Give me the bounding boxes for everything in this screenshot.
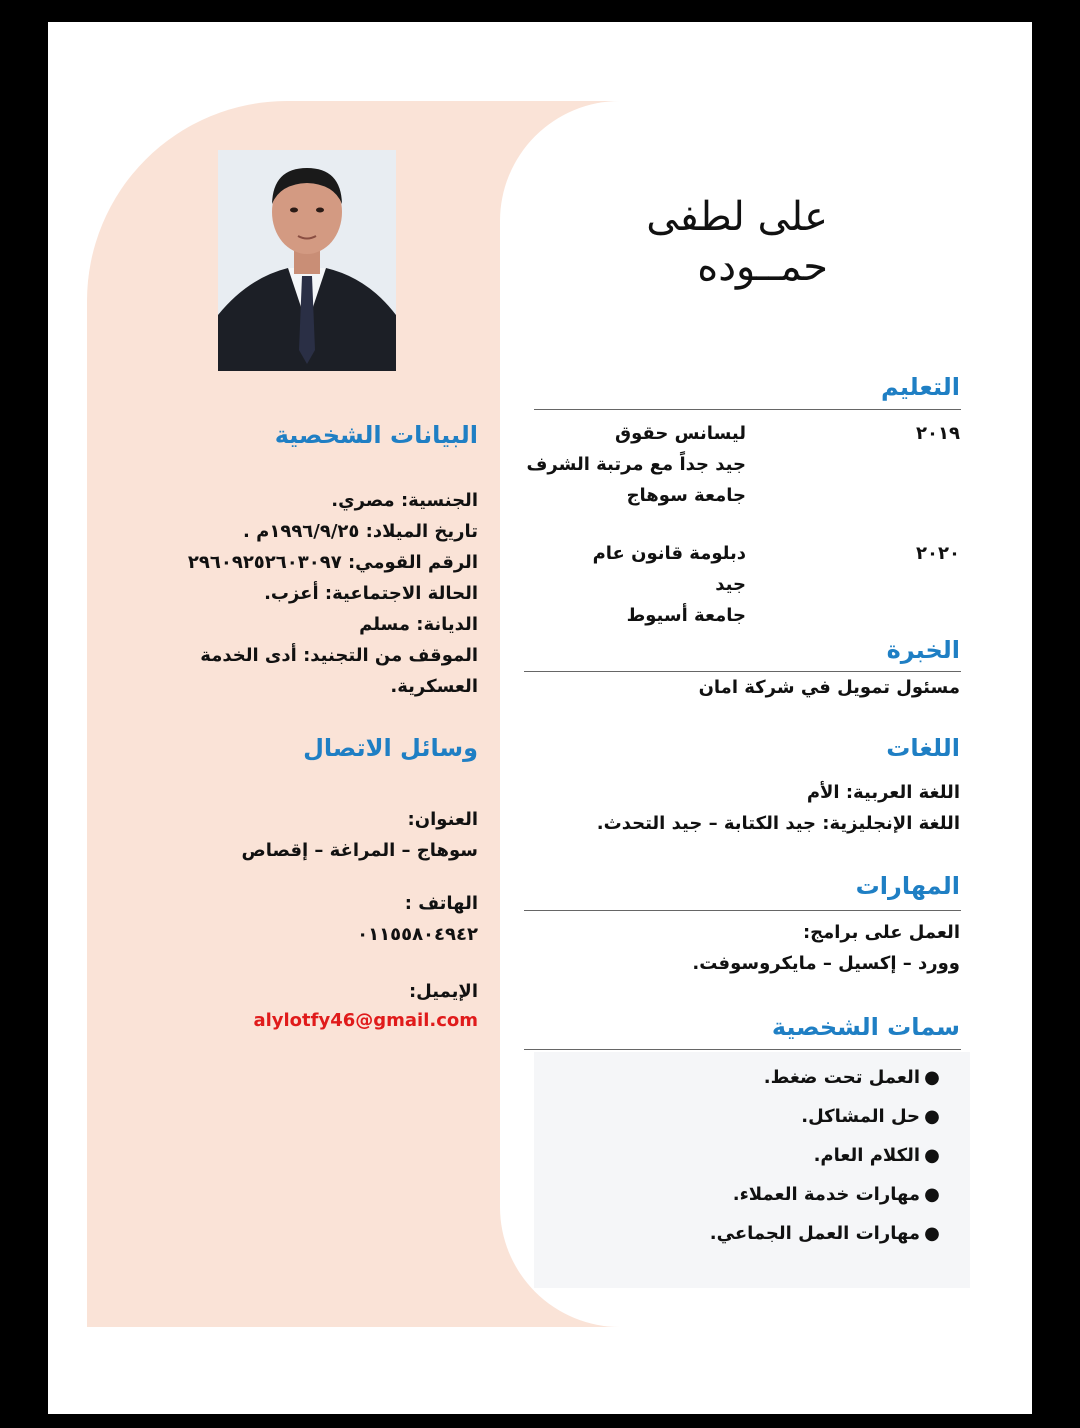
bullet-icon: ● <box>924 1223 940 1244</box>
degree-title: دبلومة قانون عام <box>592 543 746 564</box>
personal-line: الجنسية: مصري. <box>331 490 478 511</box>
language-item: اللغة العربية: الأم <box>806 782 960 803</box>
bullet-icon: ● <box>924 1184 940 1205</box>
skills-divider <box>524 910 961 911</box>
list-item <box>534 1058 944 1097</box>
education-entry <box>518 418 746 511</box>
languages-list <box>524 777 960 839</box>
phone-label: الهاتف : <box>404 893 478 914</box>
degree-grade: جيد جداً مع مرتبة الشرف <box>526 454 746 475</box>
personal-line: الديانة: مسلم <box>359 614 478 635</box>
traits-divider <box>524 1049 961 1050</box>
trait-text: العمل تحت ضغط. <box>763 1067 920 1088</box>
phone-block <box>128 888 478 950</box>
personal-heading: البيانات الشخصية <box>274 421 478 449</box>
degree-grade: جيد <box>715 574 746 595</box>
education-year: ٢٠٢٠ <box>916 543 960 564</box>
profile-photo <box>218 150 396 371</box>
degree-title: ليسانس حقوق <box>615 423 746 444</box>
trait-text: مهارات العمل الجماعي. <box>709 1223 920 1244</box>
experience-text: مسئول تمويل في شركة امان <box>698 677 960 698</box>
bullet-icon: ● <box>924 1067 940 1088</box>
email-link[interactable]: alylotfy46@gmail.com <box>253 1010 478 1031</box>
traits-list <box>534 1058 944 1253</box>
email-label: الإيميل: <box>408 981 478 1002</box>
personal-details <box>128 485 478 702</box>
education-entry <box>518 538 746 631</box>
name-line-2: حمــوده <box>697 244 828 290</box>
person-portrait-icon <box>218 150 396 371</box>
skill-item: وورد – إكسيل – مايكروسوفت. <box>692 953 960 974</box>
bullet-icon: ● <box>924 1106 940 1127</box>
list-item <box>534 1214 944 1253</box>
experience-heading: الخبرة <box>886 636 960 664</box>
personal-line: الحالة الاجتماعية: أعزب. <box>264 583 478 604</box>
degree-university: جامعة أسيوط <box>626 605 746 626</box>
degree-university: جامعة سوهاج <box>626 485 746 506</box>
contact-heading: وسائل الاتصال <box>303 734 478 762</box>
address-value: سوهاج – المراغة – إقصاص <box>241 840 478 861</box>
cv-page <box>48 22 1032 1414</box>
address-label: العنوان: <box>407 809 478 830</box>
personal-line: الموقف من التجنيد: أدى الخدمة <box>200 645 478 666</box>
phone-value: ٠١١٥٥٨٠٤٩٤٢ <box>357 924 478 945</box>
languages-heading: اللغات <box>886 734 960 762</box>
list-item <box>534 1136 944 1175</box>
traits-heading: سمات الشخصية <box>771 1013 960 1041</box>
skills-heading: المهارات <box>855 872 960 900</box>
contact-details <box>128 804 478 866</box>
list-item <box>534 1175 944 1214</box>
trait-text: مهارات خدمة العملاء. <box>732 1184 920 1205</box>
name-line-1: على لطفى <box>646 194 828 240</box>
education-divider <box>534 409 961 410</box>
trait-text: حل المشاكل. <box>801 1106 920 1127</box>
email-block <box>128 976 478 1035</box>
skills-list <box>524 917 960 979</box>
list-item <box>534 1097 944 1136</box>
full-name <box>588 192 828 292</box>
bullet-icon: ● <box>924 1145 940 1166</box>
personal-line: العسكرية. <box>390 676 478 697</box>
personal-line: تاريخ الميلاد: ١٩٩٦/٩/٢٥م . <box>243 521 478 542</box>
skill-item: العمل على برامج: <box>802 922 960 943</box>
language-item: اللغة الإنجليزية: جيد الكتابة – جيد التحدث. <box>596 813 960 834</box>
education-year: ٢٠١٩ <box>916 423 960 444</box>
trait-text: الكلام العام. <box>813 1145 920 1166</box>
education-heading: التعليم <box>881 373 960 401</box>
personal-line: الرقم القومي: ٢٩٦٠٩٢٥٢٦٠٣٠٩٧ <box>187 552 478 573</box>
